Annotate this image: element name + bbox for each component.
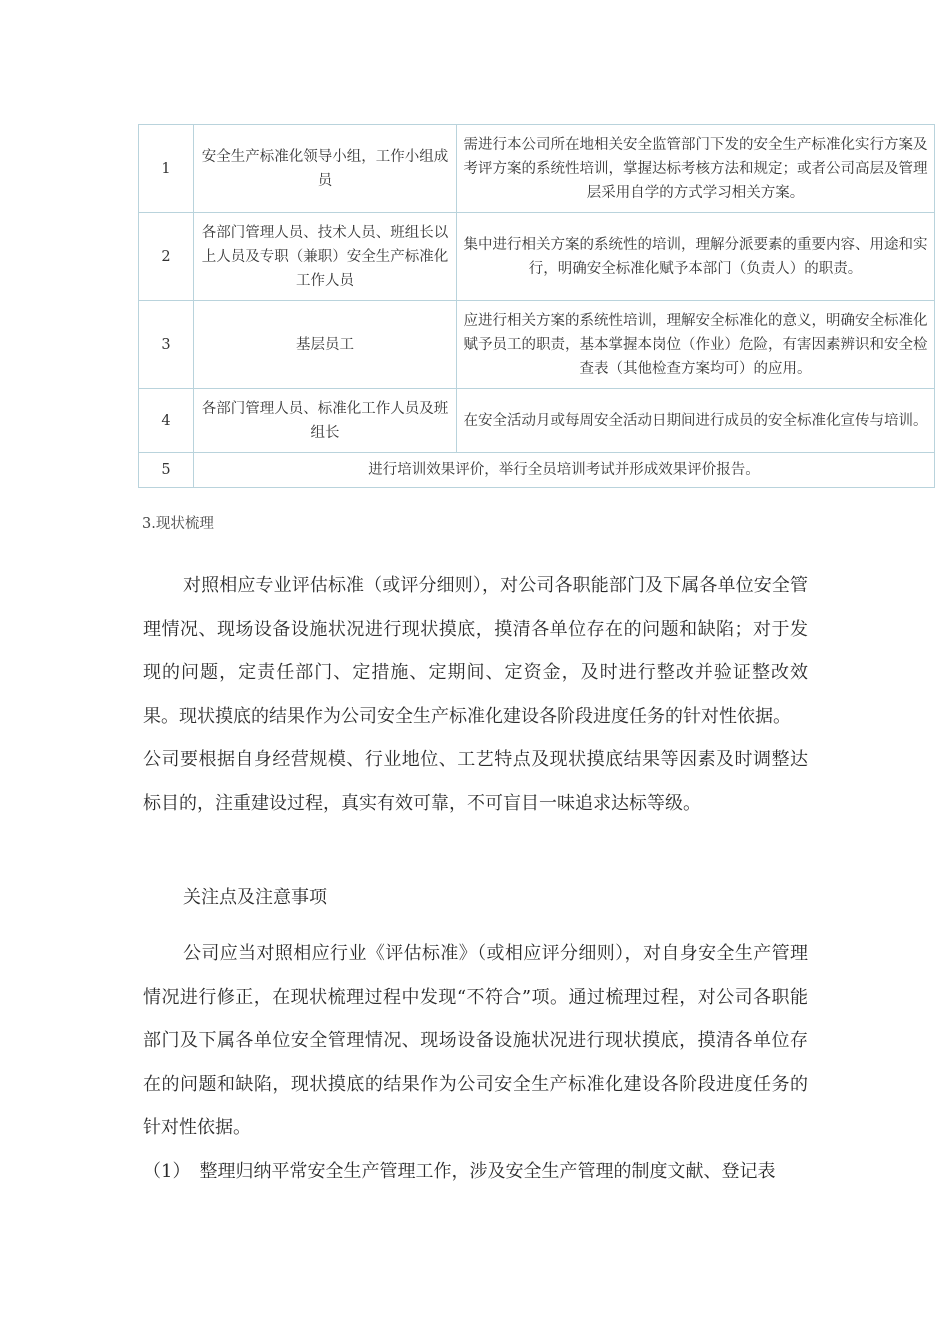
subheading: 关注点及注意事项 <box>183 887 327 908</box>
row-number: 5 <box>139 453 194 488</box>
paragraph: 公司要根据自身经营规模、行业地位、工艺特点及现状摸底结果等因素及时调整达标目的，注重建设过程，真实有效可靠，不可盲目一味追求达标等级。 <box>143 749 808 814</box>
training-target: 基层员工 <box>194 301 457 389</box>
section-heading: 3.现状梳理 <box>142 516 214 532</box>
body-section <box>143 932 808 1193</box>
row-number: 1 <box>139 125 194 213</box>
training-target: 安全生产标准化领导小组，工作小组成员 <box>194 125 457 213</box>
body-section <box>143 564 808 825</box>
paragraph: 对照相应专业评估标准（或评分细则），对公司各职能部门及下属各单位安全管理情况、现场设备设施状况进行现状摸底，摸清各单位存在的问题和缺陷；对于发现的问题，定责任部门、定措施、定期间、定资金，及时进行整改并验证整改效果。现状摸底的结果作为公司安全生产标准化建设各阶段进度任务的针对性依据。 <box>143 575 808 727</box>
training-summary: 进行培训效果评价，举行全员培训考试并形成效果评价报告。 <box>194 453 935 488</box>
row-number: 3 <box>139 301 194 389</box>
list-item: （1） 整理归纳平常安全生产管理工作，涉及安全生产管理的制度文献、登记表 <box>143 1160 776 1182</box>
paragraph: 公司应当对照相应行业《评估标准》（或相应评分细则），对自身安全生产管理情况进行修正，在现状梳理过程中发现“不符合”项。通过梳理过程，对公司各职能部门及下属各单位安全管理情况、现场设备设施状况进行现状摸底，摸清各单位存在的问题和缺陷，现状摸底的结果作为公司安全生产标准化建设各阶段进度任务的针对性依据。 <box>143 943 808 1138</box>
table-row <box>139 301 935 389</box>
training-content: 在安全活动月或每周安全活动日期间进行成员的安全标准化宣传与培训。 <box>457 389 935 453</box>
table-row <box>139 125 935 213</box>
training-content: 需进行本公司所在地相关安全监管部门下发的安全生产标准化实行方案及考评方案的系统性培训，掌握达标考核方法和规定；或者公司高层及管理层采用自学的方式学习相关方案。 <box>457 125 935 213</box>
body-section <box>143 876 808 920</box>
training-target: 各部门管理人员、技术人员、班组长以上人员及专职（兼职）安全生产标准化工作人员 <box>194 213 457 301</box>
training-content: 集中进行相关方案的系统性的培训，理解分派要素的重要内容、用途和实行，明确安全标准化赋予本部门（负责人）的职责。 <box>457 213 935 301</box>
table-row <box>139 389 935 453</box>
table-row <box>139 213 935 301</box>
training-content: 应进行相关方案的系统性培训，理解安全标准化的意义，明确安全标准化赋予员工的职责，基本掌握本岗位（作业）危险，有害因素辨识和安全检查表（其他检查方案均可）的应用。 <box>457 301 935 389</box>
row-number: 2 <box>139 213 194 301</box>
training-table <box>138 124 935 488</box>
row-number: 4 <box>139 389 194 453</box>
training-target: 各部门管理人员、标准化工作人员及班组长 <box>194 389 457 453</box>
table-row <box>139 453 935 488</box>
